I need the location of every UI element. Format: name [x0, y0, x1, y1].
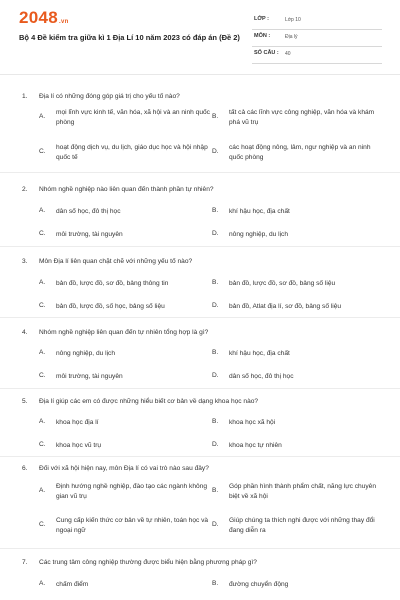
meta-value: Địa lý: [285, 34, 298, 40]
question-text: 2. Nhóm nghề nghiệp nào liên quan đến thành phần tự nhiên?: [22, 186, 214, 193]
meta-value: Lớp 10: [285, 17, 301, 23]
question-text: 5. Địa lí giúp các em có được những hiểu biết cơ bản về dạng khoa học nào?: [22, 398, 259, 405]
question-text: 7. Các trung tâm công nghiệp thường được biểu hiện bằng phương pháp gì?: [22, 559, 257, 566]
question-text: 1. Địa lí có những đóng góp giá trị cho yếu tố nào?: [22, 93, 180, 100]
page-header: [0, 0, 400, 76]
question-text: 6. Đối với xã hội hiện nay, môn Địa lí có vai trò nào sau đây?: [22, 465, 209, 472]
meta-class-row: [252, 13, 382, 30]
question-divider: [0, 246, 400, 247]
exam-title: Bộ 4 Đề kiểm tra giữa kì 1 Địa Lí 10 năm 2023 có đáp án (Đề 2): [19, 33, 240, 42]
site-logo[interactable]: 2048.vn: [19, 8, 69, 27]
question-text: 4. Nhóm nghề nghiệp liên quan đến tự nhiên tổng hợp là gì?: [22, 329, 209, 336]
meta-subject-row: [252, 30, 382, 47]
question-text: 3. Môn Địa lí liên quan chặt chẽ với những yếu tố nào?: [22, 258, 193, 265]
meta-value: 40: [285, 51, 291, 57]
question-divider: [0, 548, 400, 549]
question-list: 1. Địa lí có những đóng góp giá trị cho yếu tố nào? A. mọi lĩnh vực kinh tế, văn hóa, xã hội và an ninh quốc phòng B. tất cả các lĩnh vực công nghiệp, văn hóa và khám phá vũ trụ C. hoạt động dịch vụ, du lịch, giáo dục học và hội nhập quốc tế D. các hoạt động nông, lâm, ngư nghiệp và an ninh quốc phòng 2. Nhóm nghề nghiệp nào liên quan đến thành phần tự nhiên? A. dân số học, đô thị học B. khí hậu học, địa chất C. môi trường, tài nguyên D. nông nghiệp, du lịch 3. Môn Địa lí liên quan chặt chẽ với những yếu tố nào? A. bản đồ, lược đồ, sơ đồ, bảng thông tin B. bản đồ, lược đồ, sơ đồ, bảng số liệu C. bản đồ, lược đồ, số học, bảng số liệu D. bản đồ, Atlat địa lí, sơ đồ, bảng số liệu 4. Nhóm nghề nghiệp liên quan đến tự nhiên tổng hợp là gì? A. nông nghiệp, du lịch B. khí hậu học, địa chất C. môi trường, tài nguyên D. dân số học, đô thị học 5. Địa lí giúp các em có được những hiểu biết cơ bản về dạng khoa học nào? A. khoa học địa lí B. khoa học xã hội C. khoa học vũ trụ D. khoa học tự nhiên 6. Đối với xã hội hiện nay, môn Địa lí có vai trò nào sau đây? A. Định hướng nghề nghiệp, đào tạo các ngành không gian vũ trụ B. Góp phần hình thành phẩm chất, năng lực chuyên biệt về xã hội C. Cung cấp kiến thức cơ bản về tự nhiên, toán học và ngoại ngữ D. Giúp chúng ta thích nghi được với những thay đổi đang diễn ra 7. Các trung tâm công nghiệp thường được biểu hiện bằng phương pháp gì? A. chấm điểm B. đường chuyển động: [0, 74, 400, 600]
meta-label: SỐ CÂU :: [254, 50, 279, 56]
question-divider: [0, 317, 400, 318]
question-divider: [0, 172, 400, 173]
question-divider: [0, 456, 400, 457]
question-divider: [0, 388, 400, 389]
meta-label: LỚP :: [254, 16, 269, 22]
exam-meta: [252, 13, 382, 64]
meta-label: MÔN :: [254, 33, 271, 39]
meta-count-row: [252, 47, 382, 64]
